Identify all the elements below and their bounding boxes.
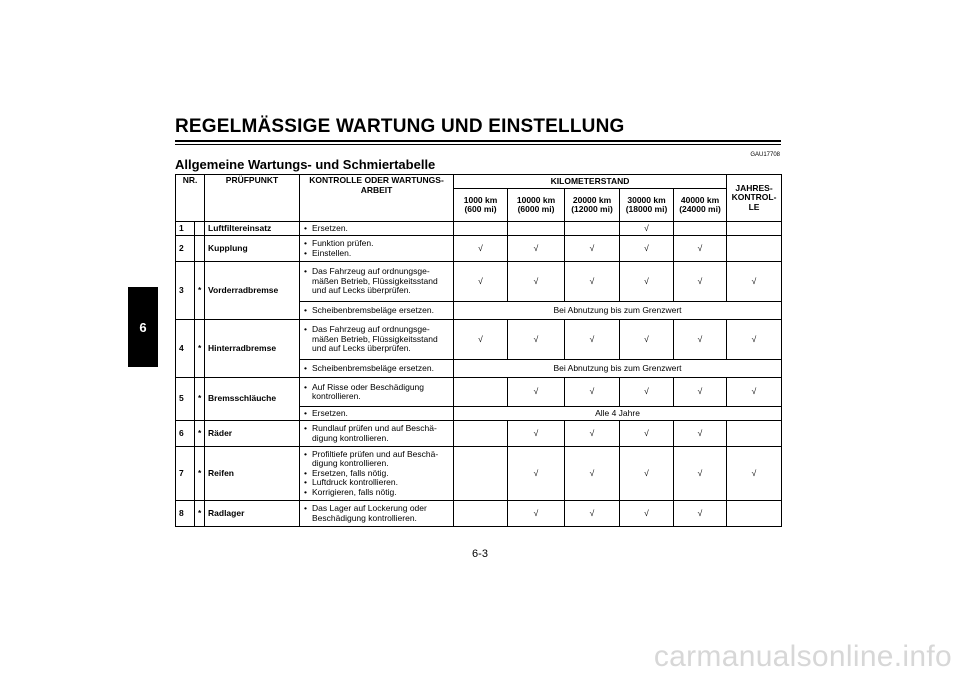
row-number: 4	[176, 320, 195, 378]
header-annual: JAHRES-KONTROL-LE	[727, 175, 782, 222]
row-task	[300, 360, 454, 378]
table-row	[176, 447, 782, 501]
row-number: 2	[176, 236, 195, 262]
task-bullet-item: • Luftdruck kontrollieren.	[303, 478, 450, 488]
interval-note: Alle 4 Jahre	[454, 407, 782, 421]
chapter-tab: 6	[128, 287, 158, 367]
row-task	[300, 407, 454, 421]
interval-note: Bei Abnutzung bis zum Grenzwert	[454, 360, 782, 378]
task-bullet-item: • Auf Risse oder Beschädigung kontrollieren.	[303, 383, 450, 402]
task-bullet-item: • Ersetzen.	[303, 224, 450, 234]
check-cell	[454, 222, 508, 236]
check-cell	[727, 222, 782, 236]
check-cell: √	[727, 378, 782, 407]
header-rule-thick	[175, 140, 781, 142]
check-cell: √	[620, 320, 674, 360]
check-cell: √	[620, 262, 674, 302]
row-item: Kupplung	[205, 236, 300, 262]
header-km-group: KILOMETERSTAND	[454, 175, 727, 189]
check-cell: √	[674, 236, 727, 262]
check-cell: √	[454, 236, 508, 262]
task-bullet-item: • Rundlauf prüfen und auf Beschä-digung kontrollieren.	[303, 424, 450, 443]
check-cell: √	[508, 501, 565, 527]
check-cell: √	[454, 262, 508, 302]
table-row	[176, 236, 782, 262]
table-row	[176, 320, 782, 360]
task-bullet-item: • Das Lager auf Lockerung oder Beschädigung kontrollieren.	[303, 504, 450, 523]
row-number: 1	[176, 222, 195, 236]
row-asterisk: *	[195, 501, 205, 527]
check-cell: √	[508, 421, 565, 447]
check-cell: √	[565, 421, 620, 447]
watermark: carmanualsonline.info	[653, 640, 952, 673]
row-asterisk	[195, 236, 205, 262]
row-asterisk: *	[195, 421, 205, 447]
row-asterisk: *	[195, 320, 205, 378]
check-cell: √	[508, 447, 565, 501]
row-item: Vorderradbremse	[205, 262, 300, 320]
check-cell: √	[620, 421, 674, 447]
check-cell: √	[620, 236, 674, 262]
header-rule-thin	[175, 144, 781, 145]
check-cell	[727, 236, 782, 262]
check-cell	[508, 222, 565, 236]
check-cell	[727, 501, 782, 527]
row-item: Hinterradbremse	[205, 320, 300, 378]
row-asterisk	[195, 222, 205, 236]
row-task	[300, 378, 454, 407]
check-cell: √	[565, 378, 620, 407]
row-asterisk: *	[195, 262, 205, 320]
check-cell: √	[674, 501, 727, 527]
check-cell: √	[508, 378, 565, 407]
header-item: PRÜFPUNKT	[205, 175, 300, 222]
check-cell: √	[565, 320, 620, 360]
check-cell	[454, 421, 508, 447]
row-task	[300, 320, 454, 360]
row-task	[300, 302, 454, 320]
check-cell: √	[508, 320, 565, 360]
task-bullet-item: • Ersetzen, falls nötig.	[303, 469, 450, 479]
check-cell: √	[565, 262, 620, 302]
task-bullet-item: • Einstellen.	[303, 249, 450, 259]
task-bullet-item: • Profiltiefe prüfen und auf Beschä-digung kontrollieren.	[303, 450, 450, 469]
row-asterisk: *	[195, 447, 205, 501]
row-item: Radlager	[205, 501, 300, 527]
row-task	[300, 421, 454, 447]
row-task	[300, 262, 454, 302]
table-row	[176, 222, 782, 236]
header-km-1000: 1000 km (600 mi)	[454, 189, 508, 222]
page-header-title: REGELMÄSSIGE WARTUNG UND EINSTELLUNG	[175, 116, 625, 137]
row-number: 7	[176, 447, 195, 501]
maintenance-table	[175, 174, 782, 527]
check-cell: √	[620, 222, 674, 236]
check-cell	[454, 378, 508, 407]
table-row	[176, 421, 782, 447]
header-km-10000: 10000 km (6000 mi)	[508, 189, 565, 222]
check-cell: √	[674, 447, 727, 501]
row-task	[300, 222, 454, 236]
check-cell	[454, 447, 508, 501]
check-cell: √	[727, 320, 782, 360]
check-cell: √	[565, 501, 620, 527]
header-km-20000: 20000 km (12000 mi)	[565, 189, 620, 222]
check-cell: √	[620, 447, 674, 501]
row-task	[300, 501, 454, 527]
check-cell: √	[620, 378, 674, 407]
check-cell: √	[508, 262, 565, 302]
task-bullet-item: • Korrigieren, falls nötig.	[303, 488, 450, 498]
row-number: 8	[176, 501, 195, 527]
header-km-30000: 30000 km (18000 mi)	[620, 189, 674, 222]
check-cell	[727, 421, 782, 447]
check-cell: √	[620, 501, 674, 527]
table-row	[176, 501, 782, 527]
check-cell: √	[508, 236, 565, 262]
header-task: KONTROLLE ODER WARTUNGS-ARBEIT	[300, 175, 454, 222]
check-cell: √	[565, 447, 620, 501]
row-asterisk: *	[195, 378, 205, 421]
check-cell: √	[727, 262, 782, 302]
header-km-40000: 40000 km (24000 mi)	[674, 189, 727, 222]
check-cell: √	[674, 378, 727, 407]
header-nr: NR.	[176, 175, 205, 222]
row-item: Reifen	[205, 447, 300, 501]
section-title: Allgemeine Wartungs- und Schmiertabelle	[175, 157, 436, 172]
task-bullet-item: • Scheibenbremsbeläge ersetzen.	[303, 306, 450, 316]
check-cell: √	[454, 320, 508, 360]
row-number: 3	[176, 262, 195, 320]
row-item: Räder	[205, 421, 300, 447]
task-bullet-item: • Das Fahrzeug auf ordnungsge-mäßen Betrieb, Flüssigkeitsstand und auf Lecks überprüfen.	[303, 325, 450, 354]
check-cell	[454, 501, 508, 527]
row-item: Luftfiltereinsatz	[205, 222, 300, 236]
row-number: 5	[176, 378, 195, 421]
row-task	[300, 236, 454, 262]
task-bullet-item: • Das Fahrzeug auf ordnungsge-mäßen Betrieb, Flüssigkeitsstand und auf Lecks überprüfen.	[303, 267, 450, 296]
check-cell: √	[674, 320, 727, 360]
row-number: 6	[176, 421, 195, 447]
page-number: 6-3	[472, 548, 488, 560]
task-bullet-item: • Scheibenbremsbeläge ersetzen.	[303, 364, 450, 374]
row-item: Bremsschläuche	[205, 378, 300, 421]
section-code: GAU17708	[750, 152, 780, 158]
task-bullet-item: • Funktion prüfen.	[303, 239, 450, 249]
table-row	[176, 378, 782, 407]
interval-note: Bei Abnutzung bis zum Grenzwert	[454, 302, 782, 320]
table-row	[176, 262, 782, 302]
task-bullet-item: • Ersetzen.	[303, 409, 450, 419]
check-cell: √	[565, 236, 620, 262]
check-cell: √	[674, 421, 727, 447]
check-cell	[565, 222, 620, 236]
row-task	[300, 447, 454, 501]
check-cell	[674, 222, 727, 236]
check-cell: √	[727, 447, 782, 501]
check-cell: √	[674, 262, 727, 302]
